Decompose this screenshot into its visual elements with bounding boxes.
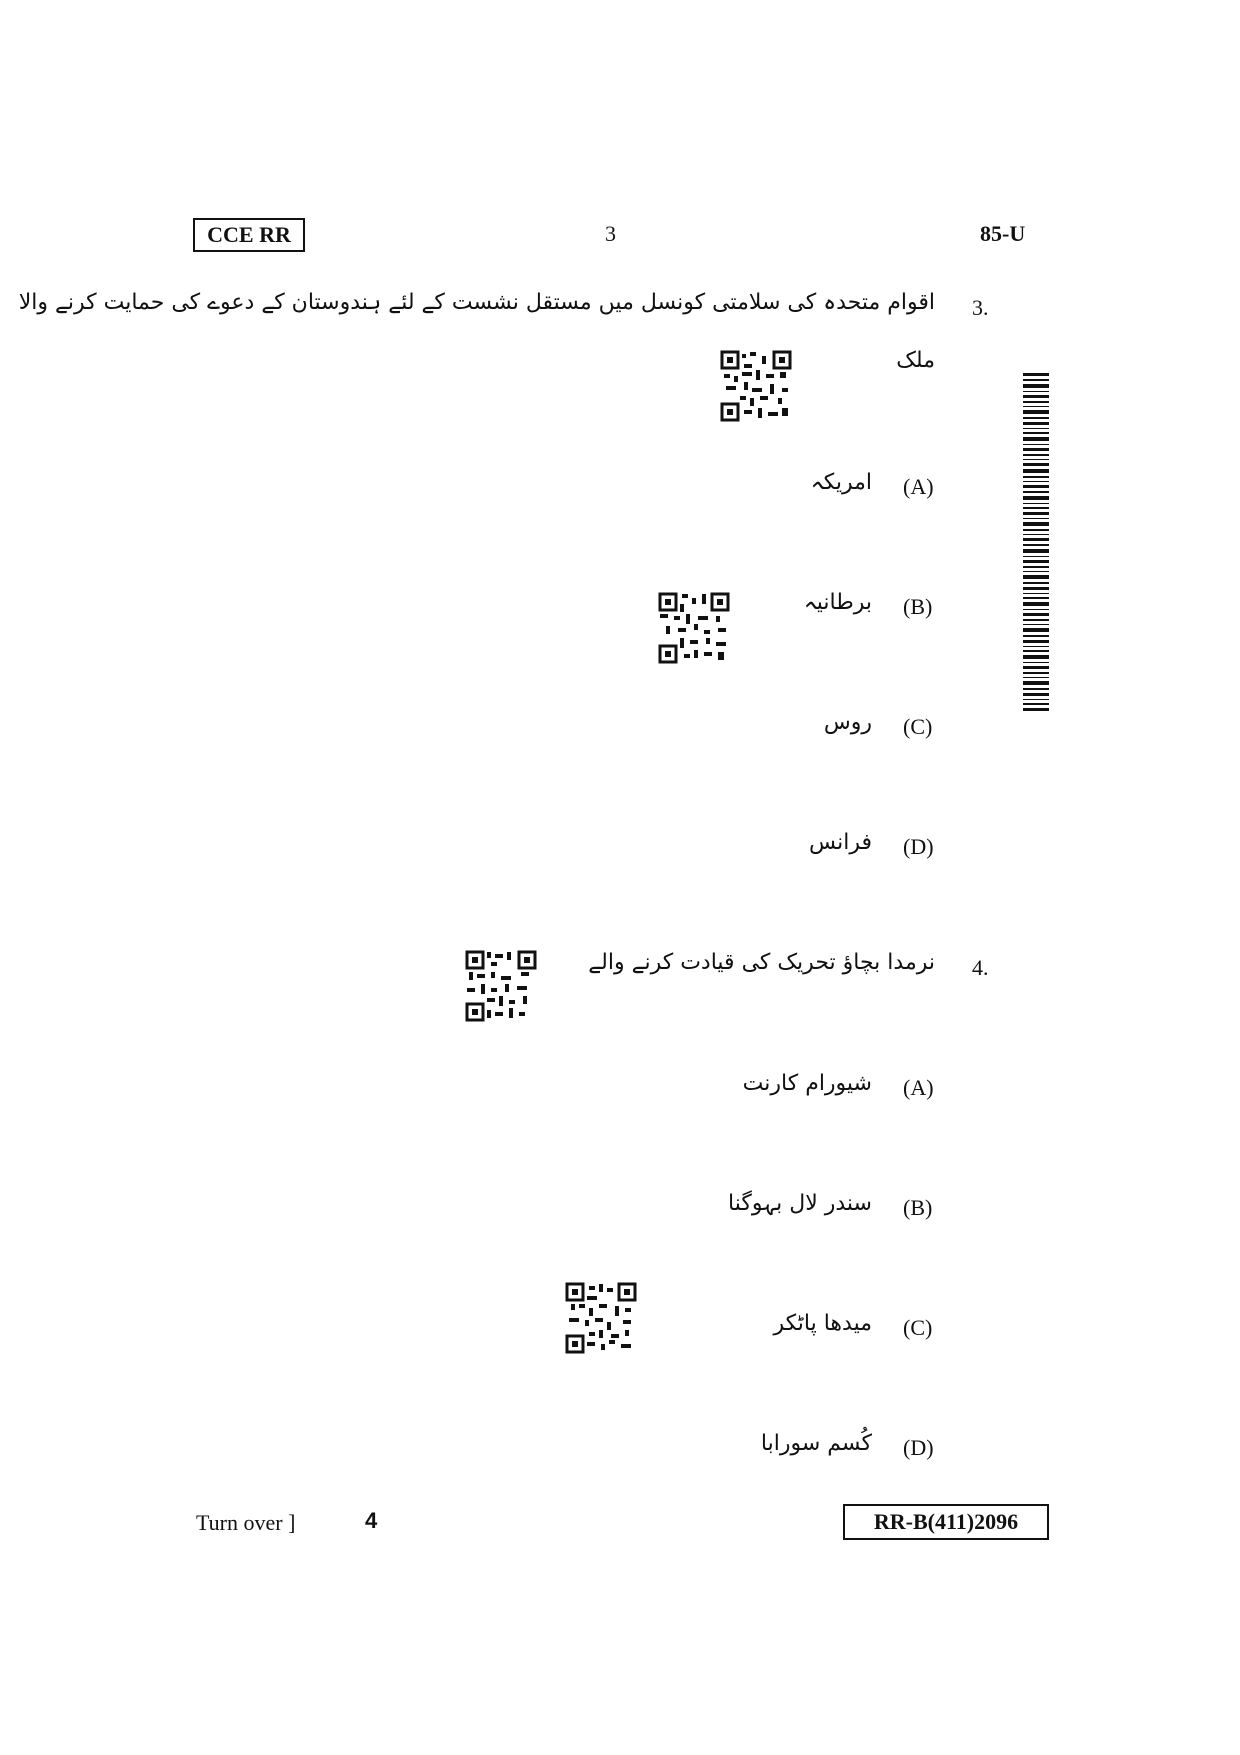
question-3-text-line2: ملک [896, 348, 935, 373]
q4-option-b-text: سندر لال بہوگنا [728, 1191, 872, 1216]
q4-option-a-text: شیورام کارنت [742, 1071, 872, 1096]
qr-code-icon [720, 350, 792, 422]
qr-code-icon [565, 1282, 637, 1354]
q4-option-d-text: کُسم سورابا [760, 1431, 872, 1456]
q3-option-a-text: امریکہ [810, 470, 872, 495]
q3-option-b-text: برطانیہ [803, 590, 872, 615]
q3-option-c-label: (C) [903, 714, 933, 739]
question-4-text-line1: نرمدا بچاؤ تحریک کی قیادت کرنے والے [588, 950, 935, 975]
question-3-text-line1: اقوام متحدہ کی سلامتی کونسل میں مستقل نشست کے لئے ہندوستان کے دعوے کی حمایت کرنے والا [18, 290, 935, 315]
q3-option-d-text: فرانس [809, 830, 872, 855]
question-3-number: 3. [972, 295, 989, 320]
q3-option-d-label: (D) [903, 834, 934, 859]
exam-code-box: CCE RR [193, 218, 305, 252]
q4-option-c-label: (C) [903, 1315, 933, 1340]
page-number: 3 [605, 221, 616, 246]
q4-option-a-label: (A) [903, 1075, 934, 1100]
paper-code-box: RR-B(411)2096 [843, 1504, 1049, 1540]
barcode-icon [1023, 373, 1049, 711]
q4-option-c-text: میدھا پاٹکر [773, 1311, 872, 1336]
total-pages: 4 [365, 1508, 378, 1533]
turn-over-note: Turn over ] [196, 1510, 296, 1535]
qr-code-icon [658, 592, 730, 664]
subject-code: 85-U [980, 221, 1026, 246]
q3-option-a-label: (A) [903, 474, 934, 499]
q3-option-b-label: (B) [903, 594, 933, 619]
q4-option-b-label: (B) [903, 1195, 933, 1220]
question-4-number: 4. [972, 955, 989, 980]
qr-code-icon [465, 950, 537, 1022]
q3-option-c-text: روس [823, 710, 872, 735]
q4-option-d-label: (D) [903, 1435, 934, 1460]
